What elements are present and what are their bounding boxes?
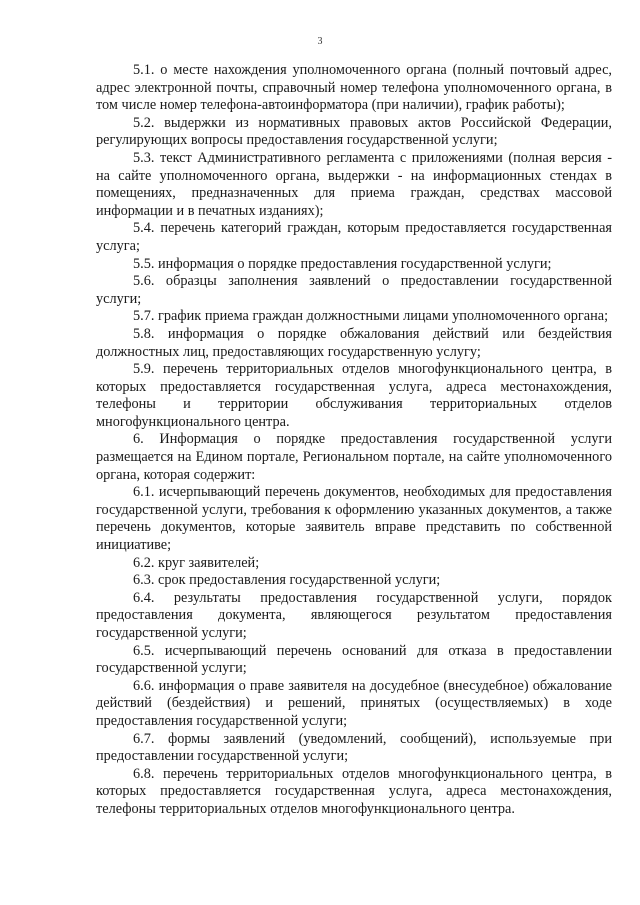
paragraph-6-6: 6.6. информация о праве заявителя на досудебное (внесудебное) обжалование действий (бездействия) и решений, принятых (осуществляемых) в ходе предоставления государственной услуги; — [96, 677, 612, 729]
paragraph-5-6: 5.6. образцы заполнения заявлений о предоставлении государственной услуги; — [96, 273, 612, 307]
paragraph-6-3: 6.3. срок предоставления государственной услуги; — [133, 572, 441, 589]
document-body — [96, 62, 612, 819]
page-number: 3 — [317, 36, 323, 47]
paragraph-5-2: 5.2. выдержки из нормативных правовых актов Российской Федерации, регулирующих вопросы предоставления государственной услуги; — [96, 114, 612, 149]
paragraph-5-7: 5.7. график приема граждан должностными лицами уполномоченного органа; — [133, 308, 609, 325]
paragraph-6: 6. Информация о порядке предоставления государственной услуги размещается на Едином портале, Региональном портале, на сайте уполномоченного органа, которая содержит: — [96, 431, 612, 483]
paragraph-5-4: 5.4. перечень категорий граждан, которым предоставляется государственная услуга; — [96, 220, 612, 254]
paragraph-6-5: 6.5. исчерпывающий перечень оснований для отказа в предоставлении государственной услуги; — [96, 642, 612, 677]
paragraph-5-1: 5.1. о месте нахождения уполномоченного органа (полный почтовый адрес, адрес электронной почты, справочный номер телефона уполномоченного органа, в том числе номер телефона-автоинформатора (при наличии), график работы); — [96, 62, 612, 114]
paragraph-6-1: 6.1. исчерпывающий перечень документов, необходимых для предоставления государственной услуги, требования к оформлению указанных документов, а также перечень документов, которые заявитель вправе представить по собственной инициативе; — [96, 484, 612, 554]
paragraph-5-3: 5.3. текст Административного регламента с приложениями (полная версия - на сайте уполномоченного органа, выдержки - на информационных стендах в помещениях, предназначенных для приема граждан, средствах массовой информации и в печатных изданиях); — [96, 149, 612, 219]
paragraph-6-2: 6.2. круг заявителей; — [133, 554, 260, 571]
paragraph-6-7: 6.7. формы заявлений (уведомлений, сообщений), используемые при предоставлении государственной услуги; — [96, 730, 612, 765]
paragraph-6-4: 6.4. результаты предоставления государственной услуги, порядок предоставления документа, являющегося результатом предоставления государственной услуги; — [96, 589, 612, 641]
paragraph-5-8: 5.8. информация о порядке обжалования действий или бездействия должностных лиц, предоставляющих государственную услугу; — [96, 325, 612, 360]
paragraph-5-5: 5.5. информация о порядке предоставления государственной услуги; — [133, 255, 552, 272]
paragraph-6-8: 6.8. перечень территориальных отделов многофункционального центра, в которых предоставляется государственная услуга, адреса местонахождения, телефоны территориальных отделов многофункционального центра. — [96, 765, 612, 817]
paragraph-5-9: 5.9. перечень территориальных отделов многофункционального центра, в которых предоставляется государственная услуга, адреса местонахождения, телефоны и территории обслуживания территориальных отделов многофункционального центра. — [96, 361, 612, 430]
